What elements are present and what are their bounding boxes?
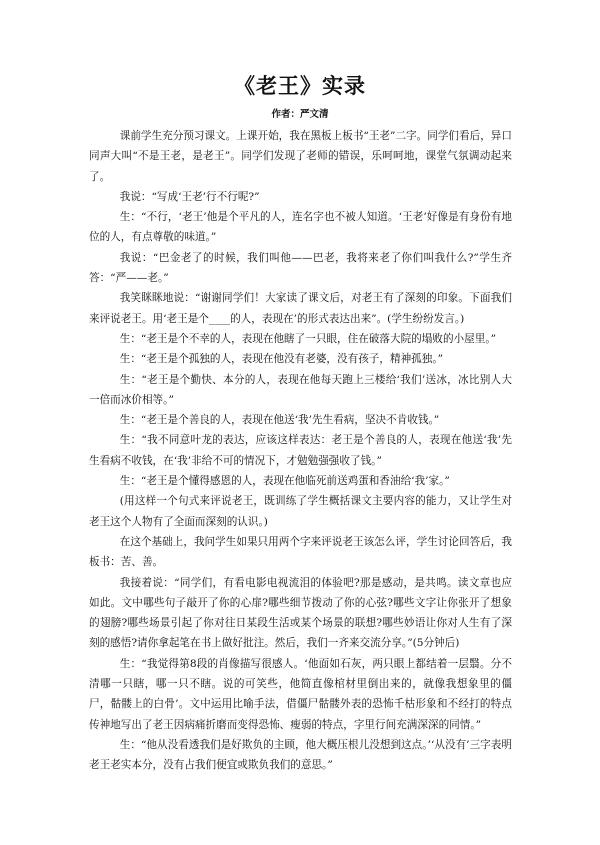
paragraph: 我说：“写成‘王老’行不行呢?” (119, 190, 260, 203)
paragraph: 课前学生充分预习课文。上课开始，我在黑板上板书“王老”二字。同学们看后，异口同声大叫“不是王老，是老王”。同学们发现了老师的错误，乐呵呵地，课堂气氛调动起来了。 (89, 130, 512, 183)
paragraph: 生：“老王是个善良的人，表现在他送‘我’先生看病，坚决不肯收钱。” (119, 414, 440, 427)
paragraph: 生：“不行，‘老王’他是个平凡的人，连名字也不被人知道。‘王老’好像是有身份有地位的人，有点尊敬的味道。” (89, 211, 512, 244)
document-title: 《老王》实录 (234, 74, 366, 98)
paragraph: 生：“老王是个不幸的人，表现在他瞎了一只眼，住在破落大院的塌败的小屋里。” (119, 332, 497, 345)
paragraph: 生：“我觉得第8段的肖像描写很感人。‘他面如石灰，两只眼上都结着一层翳。分不清哪一只瞎，哪一只不瞎。说的可笑些，他简直像棺材里倒出来的，就像我想象里的僵尸，骷髅上的白骨’。文中运用比喻手法，借僵尸骷髅外表的恐怖千枯形象和不经打的特点传神地写出了老王因病痛折磨而变得恐怖、瘦弱的特点，字里行间充满深深的同情。” (89, 657, 512, 731)
paragraph: 生：“我不同意叶龙的表达，应该这样表达：老王是个善良的人，表现在他送‘我’先生看病不收钱，在‘我’非给不可的情况下，才勉勉强强收了钱。” (89, 434, 512, 467)
document-body (89, 126, 512, 776)
paragraph: (用这样一个句式来评说老王，既训练了学生概括课文主要内容的能力，又让学生对老王这个人物有了全面而深刻的认识。) (89, 495, 512, 528)
paragraph: 我笑眯眯地说：“谢谢同学们！大家读了课文后，对老王有了深刻的印象。下面我们来评说老王。用‘老王是个____的人，表现在’的形式表达出来”。(学生纷纷发言。) (89, 292, 512, 325)
author-line: 作者：严文清 (271, 109, 329, 120)
paragraph: 生：“他从没看透我们是好欺负的主顾，他大概压根儿没想到这点。’‘从没有’三字表明老王老实本分，没有占我们便宜或欺负我们的意思。” (89, 738, 512, 772)
paragraph: 我接着说：“同学们，有看电影电视流泪的体验吧?那是感动，是共鸣。读文章也应如此。文中哪些句子敲开了你的心扉?哪些细节拨动了你的心弦?哪些文字让你张开了想象的翅膀?哪些场景引起了你对往日某段生活或某个场景的联想?哪些妙语让你对人生有了深刻的感悟?请你拿起笔在书上做好批注。然后，我们一齐来交流分享。”(5分钟后) (89, 576, 512, 650)
paragraph: 生：“老王是个勤快、本分的人，表现在他每天跑上三楼给‘我们’送冰，冰比别人大一倍而冰价相等。” (89, 373, 512, 406)
paragraph: 生：“老王是个孤独的人，表现在他没有老婆，没有孩子，精神孤独。” (119, 353, 444, 366)
paragraph: 我说：“巴金老了的时候，我们叫他——巴老，我将来老了你们叫我什么?”学生齐答：“严——老。” (89, 251, 512, 285)
paragraph: 生：“老王是个懂得感恩的人，表现在他临死前送鸡蛋和香油给‘我’家。” (119, 475, 450, 488)
paragraph: 在这个基础上，我问学生如果只用两个字来评说老王该怎么评，学生讨论回答后，我板书：苦、善。 (89, 535, 512, 569)
